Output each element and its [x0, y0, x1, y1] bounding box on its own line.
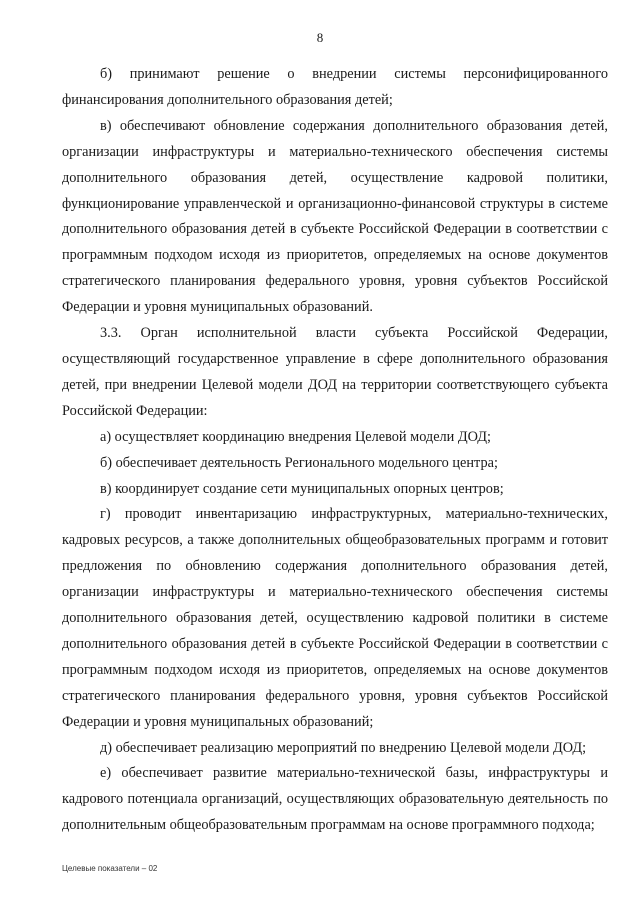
paragraph-d-implementation: д) обеспечивает реализацию мероприятий по внедрению Целевой модели ДОД;: [100, 739, 587, 756]
page-footer: Целевые показатели – 02: [62, 864, 158, 873]
document-body: [62, 62, 608, 839]
paragraph-v-municipal-centers: в) координирует создание сети муниципальных опорных центров;: [100, 480, 504, 497]
paragraph-3-3-executive-authority: 3.3. Орган исполнительной власти субъекта Российской Федерации, осуществляющий государственное управление в сфере дополнительного образования детей, при внедрении Целевой модели ДОД на территории соответствующего субъекта Российской Федерации:: [62, 325, 608, 419]
paragraph-v-content-update: в) обеспечивают обновление содержания дополнительного образования детей, организации инфраструктуры и материально-технического обеспечения системы дополнительного образования детей, осуществление кадровой политики, функционирование управленческой и организационно-финансовой структуры в системе дополнительного образования детей в субъекте Российской Федерации в соответствии с программным подходом исходя из приоритетов, определяемых на основе документов стратегического планирования федерального уровня, уровня субъектов Российской Федерации и уровня муниципальных образований.: [62, 117, 608, 316]
page-number: 8: [316, 30, 324, 45]
paragraph-a-coordination: а) осуществляет координацию внедрения Целевой модели ДОД;: [100, 428, 491, 445]
paragraph-g-inventory: г) проводит инвентаризацию инфраструктурных, материально-технических, кадровых ресурсов, а также дополнительных общеобразовательных программ и готовит предложения по обновлению содержания дополнительного образования детей, организации инфраструктуры и материально-технического обеспечения системы дополнительного образования детей, осуществлению кадровой политики в системе дополнительного образования детей в субъекте Российской Федерации в соответствии с программным подходом исходя из приоритетов, определяемых на основе документов стратегического планирования федерального уровня, уровня субъектов Российской Федерации и уровня муниципальных образований;: [62, 506, 608, 730]
paragraph-e-development: е) обеспечивает развитие материально-технической базы, инфраструктуры и кадрового потенциала организаций, осуществляющих образовательную деятельность по дополнительным общеобразовательным программам на основе программного подхода;: [62, 765, 608, 834]
paragraph-b-personified-financing: б) принимают решение о внедрении системы персонифицированного финансирования дополнительного образования детей;: [62, 66, 608, 108]
paragraph-b-regional-model-center: б) обеспечивает деятельность Регионального модельного центра;: [100, 454, 498, 471]
